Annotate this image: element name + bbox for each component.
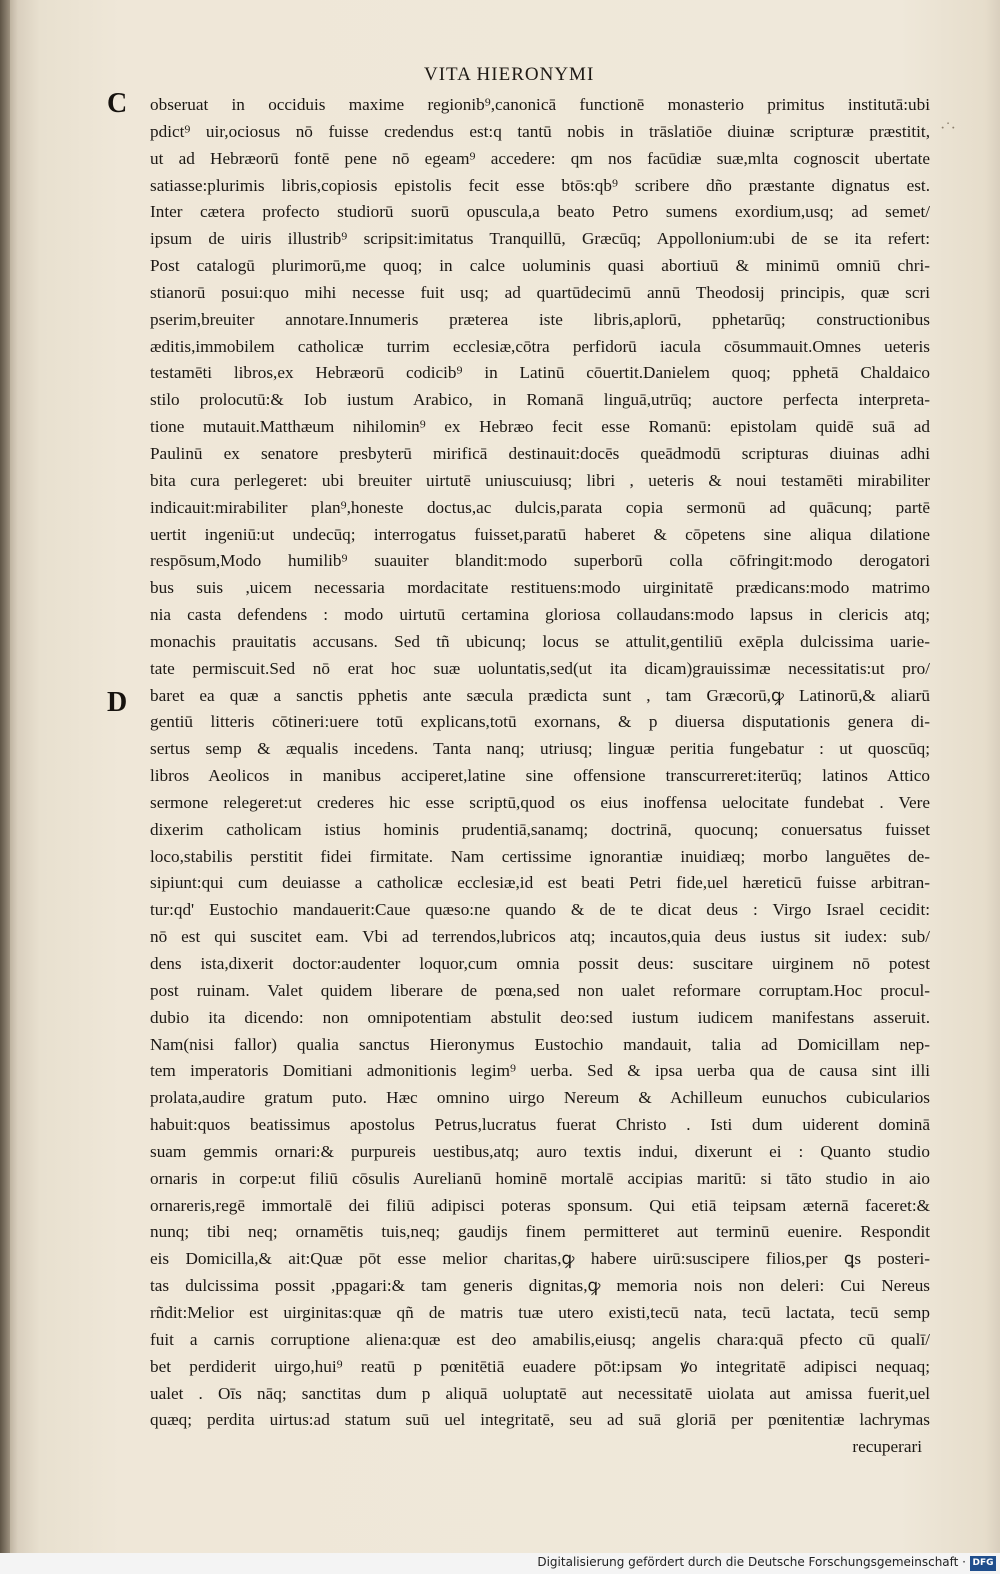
text-line: loco,stabilis perstitit fidei firmitate. Nam certissime ignorantiæ inuidiæq; morbo languētes de- — [150, 846, 930, 866]
text-line: quæq; perdita uirtus:ad statum suū uel integritatē, seu ad suā gloriā per pœnitentiæ lachrymas — [150, 1410, 930, 1430]
digitization-footer — [0, 1553, 1000, 1574]
text-line: bet perdiderit uirgo,hui⁹ reatū p pœnitētiā euadere pōt:ipsam ꝟo integritatē adipisci nequaq; — [150, 1356, 930, 1376]
text-line: ipsum de uiris illustrib⁹ scripsit:imitatus Tranquillū, Græcūq; Appollonium:ubi de se ita refert: — [150, 229, 930, 249]
text-line: Post catalogū plurimorū,me quoq; in calce uoluminis quasi abortiuū & minimū omniū chri- — [150, 256, 930, 276]
text-line: Paulinū ex senatore presbyterū mirificā destinauit:docēs queādmodū scripturas diuinas adhi — [150, 443, 930, 463]
text-line: monachis prauitatis accusans. Sed tñ ubicunq; locus se attulit,gentiliū exēpla dulcissima uarie- — [150, 631, 930, 651]
text-line: tate permiscuit.Sed nō erat hoc suæ uoluntatis,sed(ut ita dicam)grauissimæ necessitatis:ut pro/ — [150, 658, 930, 678]
text-line: tur:qd' Eustochio mandauerit:Caue quæso:ne quando & de te dicat deus : Virgo Israel cecidit: — [150, 900, 930, 920]
text-line: suam gemmis ornari:& purpureis uestibus,atq; auro textis indui, dixerunt ei : Quanto studio — [150, 1141, 930, 1161]
text-line: libros Aeolicos in manibus acciperet,latine sine offensione transcurreret:iterūq; latinos Attico — [150, 766, 930, 786]
text-line: bus suis ,uicem necessaria mordacitate restituens:modo uirginitatē prædicans:modo matrimo — [150, 578, 930, 598]
text-line: nunq; tibi neq; ornamētis tuis,neq; gaudijs finem permitteret aut terminū euenire. Respondit — [150, 1222, 930, 1242]
text-line: ornareris,regē immortalē dei filiū adipisci poteras sponsum. Qui etiā teipsam æternā faceret:& — [150, 1195, 930, 1215]
text-line: gentiū litteris cōtineri:uere totū explicans,totū exornans, & p diuersa disputationis genera di- — [150, 712, 930, 732]
section-marker-d: D — [107, 687, 128, 718]
text-line: sipiunt:qui cum deuiasse a catholicæ ecclesiæ,id est beati Petri fide,uel hæreticū fuisse arbitran- — [150, 873, 930, 893]
text-line: uertit ingeniū:ut undecūq; interrogatus fuisset,paratū haberet & cōpetens sine aliqua dilatione — [150, 524, 930, 544]
text-line: Inter cætera profecto studiorū suorū opuscula,a beato Petro sumens exordium,usq; ad semet/ — [150, 202, 930, 222]
text-line: post ruinam. Valet quidem liberare de pœna,sed non ualet reformare corruptam.Hoc procul- — [150, 980, 930, 1000]
text-line: nō est qui suscitet eam. Vbi ad terrendos,lubricos atq; incautos,quia deus iustus sit iudex: sub/ — [150, 927, 930, 947]
text-line: respōsum,Modo humilib⁹ suauiter blandit:modo superborū colla cōfringit:modo derogatori — [150, 551, 930, 571]
text-line: ualet . Oīs nāq; sanctitas dum p aliquā uoluptatē aut necessitatē uiolata aut amissa fuerit,uel — [150, 1383, 930, 1403]
text-line: fuit a carnis corruptione aliena:quæ est deo amabilis,eiusq; angelis chara:quā pfecto cū qualī/ — [150, 1329, 930, 1349]
ink-stain-mark: ·˙· — [940, 120, 956, 137]
text-line: æditis,immobilem catholicæ turrim ecclesiæ,cōtra perfidorū iacula cōsummauit.Omnes ueteris — [150, 336, 930, 356]
section-marker-c: C — [107, 88, 128, 119]
text-line: Nam(nisi fallor) qualia sanctus Hieronymus Eustochio mandauit, talia ad Domicillam nep- — [150, 1034, 930, 1054]
text-line: dubio ita dicendo: non omnipotentiam abstulit deo:sed iustum iudicem manifestans asseruit. — [150, 1007, 930, 1027]
running-head: VITA HIERONYMI — [424, 64, 595, 85]
text-line: dens ista,dixerit doctor:audenter loquor,cum omnia possit deus: suscitare uirginem nō potest — [150, 954, 930, 973]
text-line: pdict⁹ uir,ociosus nō fuisse credendus est:q tantū nobis in trāslatiōe diuinæ scripturæ præstitit, — [150, 121, 930, 141]
text-line: satiasse:plurimis libris,copiosis epistolis fecit esse btōs:qb⁹ scribere dño præstante dignatus est. — [150, 175, 930, 195]
text-line: tem imperatoris Domitiani admonitionis legim⁹ uerba. Sed & ipsa uerba qua de causa sint illi — [150, 1061, 930, 1081]
text-line: sertus semp & æqualis incedens. Tanta nanq; utriusq; linguæ peritia fungebatur : ut quoscūq; — [150, 739, 930, 759]
text-line: obseruat in occiduis maxime regionib⁹,canonicā functionē monasterio primitus institutā:ubi — [150, 95, 930, 114]
text-line: rñdit:Melior est uirginitas:quæ qñ de matris tuæ utero existi,tecū nata, tecū lactata, tecū semp — [150, 1302, 930, 1322]
main-text-column — [150, 92, 930, 1461]
text-line: stianorū posui:quo mihi necesse fuit usq; ad quartūdecimū annū Theodosij principis, quæ scri — [150, 282, 930, 302]
text-line: dixerim catholicam istius hominis prudentiā,sanamq; doctrinā, quocunq; conuersatus fuisset — [150, 819, 930, 839]
text-line: testamēti libros,ex Hebræorū codicib⁹ in Latinū cōuertit.Danielem quoq; pphetā Chaldaico — [150, 363, 930, 383]
text-line: habuit:quos beatissimus apostolus Petrus,lucratus fuerat Christo . Isti dum uiderent dominā — [150, 1115, 930, 1135]
text-line: baret ea quæ a sanctis pphetis ante sæcula prædicta sunt , tam Græcorū,ꝙ Latinorū,& aliarū — [150, 685, 930, 705]
text-line: indicauit:mirabiliter plan⁹,honeste doctus,ac dulcis,parata copia sermonū ad quācunq; partē — [150, 497, 930, 517]
footer-credit-text: Digitalisierung gefördert durch die Deutsche Forschungsgemeinschaft · — [537, 1555, 966, 1569]
text-line: stilo prolocutū:& Iob iustum Arabico, in Romanā linguā,utrūq; auctore perfecta interpreta- — [150, 390, 930, 410]
text-line: tas dulcissima possit ,ppagari:& tam generis dignitas,ꝙ memoria nois non deleri: Cui Nereus — [150, 1276, 930, 1296]
dfg-logo: DFG — [970, 1556, 996, 1571]
catchword: recuperari — [852, 1437, 922, 1457]
text-line: ut ad Hebræorū fontē pene nō egeam⁹ accedere: qm nos facūdiæ suæ,mlta cognoscit ubertate — [150, 148, 930, 168]
page-binding-edge — [0, 0, 10, 1574]
text-line: sermone relegeret:ut crederes hic esse scriptū,quod os eius inoffensa uelocitate fundebat . Vere — [150, 792, 930, 812]
text-line: bita cura perlegeret: ubi breuiter uirtutē uniuscuiusq; libri , ueteris & noui testamēti mirabiliter — [150, 470, 930, 490]
text-line: nia casta defendens : modo uirtutū certamina gloriosa collaudans:modo lapsus in clericis atq; — [150, 605, 930, 625]
text-line: ornaris in corpe:ut filiū cōsulis Aurelianū hominē mortalē accipias maritū: si tāto studio in aio — [150, 1168, 930, 1188]
text-line: prolata,audire gratum puto. Hæc omnino uirgo Nereum & Achilleum eunuchos cubicularios — [150, 1088, 930, 1108]
text-line: eis Domicilla,& ait:Quæ pōt esse melior charitas,ꝙ habere uirū:suscipere filios,per ꝗs posteri- — [150, 1249, 930, 1269]
text-line: tione mutauit.Matthæum nihilomin⁹ ex Hebræo fecit esse Romanū: epistolam quidē suā ad — [150, 417, 930, 437]
text-line: pserim,breuiter annotare.Innumeris præterea iste libris,aplorū, pphetarūq; constructionibus — [150, 309, 930, 329]
